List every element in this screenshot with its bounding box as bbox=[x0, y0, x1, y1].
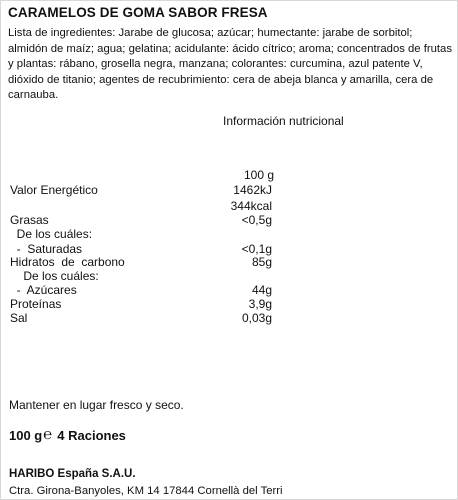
nutrient-value: 344kcal bbox=[230, 199, 272, 213]
package-info bbox=[9, 427, 126, 444]
nutrition-row bbox=[1, 227, 458, 243]
nutrition-heading: Información nutricional bbox=[223, 114, 344, 128]
portions: 4 Raciones bbox=[57, 428, 126, 443]
nutrition-row bbox=[1, 311, 458, 327]
company-name: HARIBO España S.A.U. bbox=[9, 468, 136, 480]
nutrient-value: 44g bbox=[251, 283, 272, 297]
company-address: Ctra. Girona-Banyoles, KM 14 17844 Cornellà del Terri bbox=[9, 485, 283, 497]
nutrient-name: Valor Energético bbox=[10, 183, 98, 197]
nutrient-name: Grasas bbox=[10, 213, 49, 227]
nutrient-value: <0,5g bbox=[241, 213, 272, 227]
estimated-sign-icon: ℮ bbox=[43, 426, 53, 443]
nutrient-value: 85g bbox=[251, 255, 272, 269]
nutrient-name: - Azúcares bbox=[10, 283, 77, 297]
nutrition-row bbox=[1, 183, 458, 199]
nutrition-per-label: 100 g bbox=[244, 168, 275, 182]
storage-instructions: Mantener en lugar fresco y seco. bbox=[9, 398, 184, 412]
nutrient-name: - Saturadas bbox=[10, 242, 83, 256]
nutrient-name: Hidratos de carbono bbox=[10, 255, 125, 269]
net-weight: 100 g bbox=[9, 428, 43, 443]
nutrient-name: De los cuáles: bbox=[10, 227, 93, 241]
nutrient-value: 3,9g bbox=[248, 297, 272, 311]
nutrient-name: Sal bbox=[10, 311, 28, 325]
nutrient-name: Proteínas bbox=[10, 297, 62, 311]
product-title: CARAMELOS DE GOMA SABOR FRESA bbox=[8, 5, 268, 20]
nutrient-value: 0,03g bbox=[241, 311, 272, 325]
nutrient-value: 1462kJ bbox=[233, 183, 272, 197]
nutrient-name: De los cuáles: bbox=[10, 269, 99, 283]
ingredients-list: Lista de ingredientes: Jarabe de glucosa; azúcar; humectante: jarabe de sorbitol; almidón de maíz; agua; gelatina; acidulante: ácido cítrico; aroma; concentrados de frutas y plantas: rábano, grosella negra, manzana; colorantes: curcumina, azul patente V, dióxido de titanio; agentes de recubrimiento: cera de abeja blanca y amarilla, cera de carnauba. bbox=[8, 27, 452, 102]
nutrient-value: <0,1g bbox=[241, 242, 272, 256]
